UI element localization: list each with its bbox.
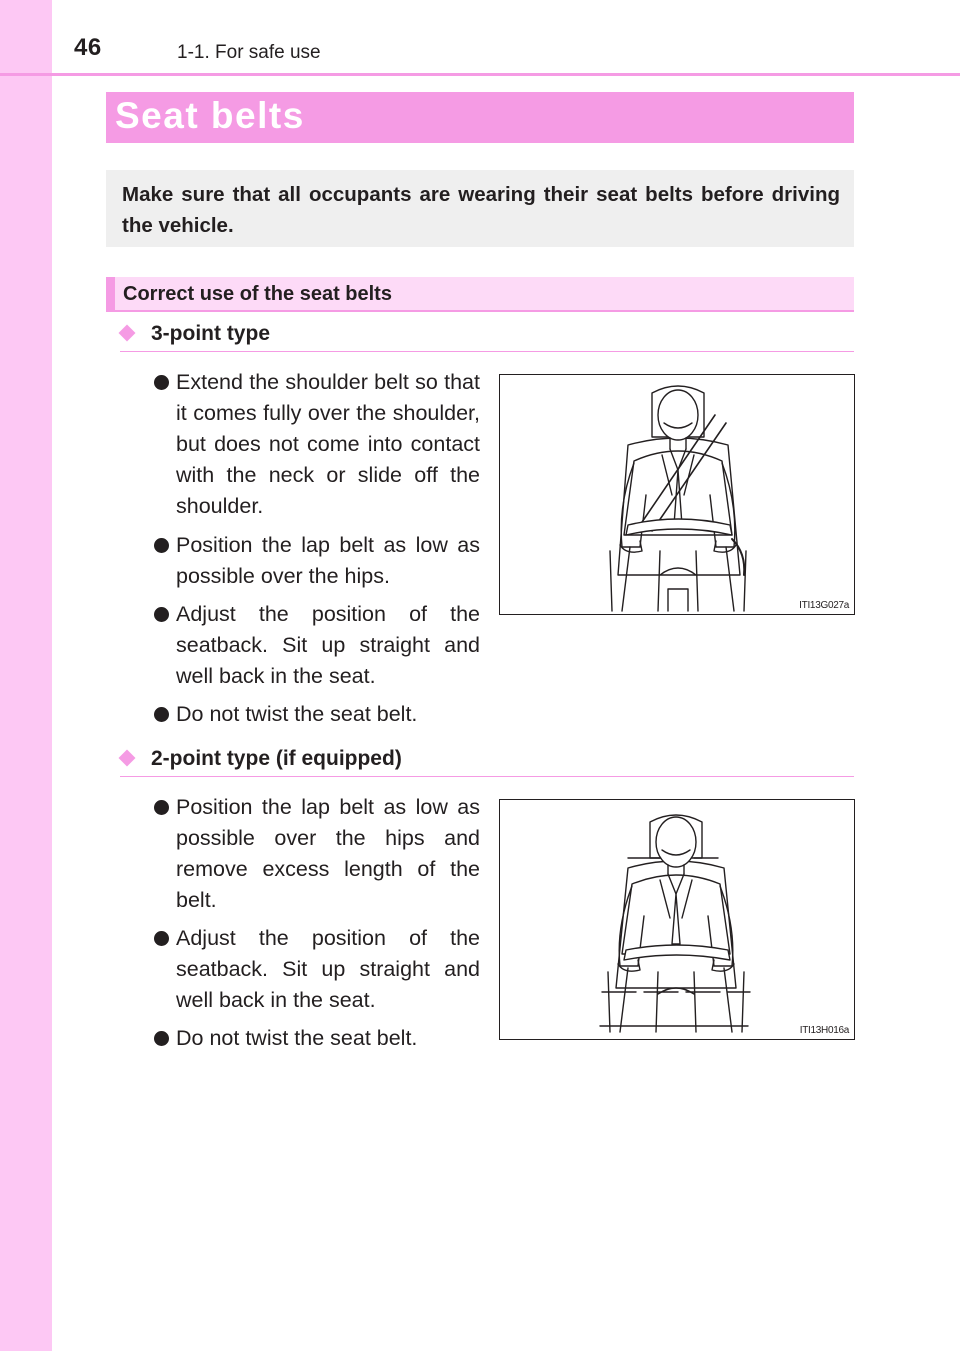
title-bar (106, 92, 854, 143)
subheading-marker (106, 277, 115, 312)
bullet-dot-icon (154, 538, 169, 553)
diamond-icon (119, 750, 136, 767)
bullet-text: Do not twist the seat belt. (176, 702, 418, 726)
list-item (152, 699, 480, 730)
list-item (152, 367, 480, 522)
bullet-dot-icon (154, 800, 169, 815)
figure-code: ITI13G027a (799, 600, 849, 611)
seated-person-shoulder-belt-drawing (500, 375, 854, 614)
list-item (152, 923, 480, 1016)
list-item (152, 792, 480, 916)
header-rule (0, 73, 960, 76)
bullet-dot-icon (154, 707, 169, 722)
bullet-text: Extend the shoulder belt so that it comes fully over the shoulder, but does not come into contact with the neck or slide off the shoulder. (176, 370, 480, 518)
diamond-icon (119, 325, 136, 342)
bullet-text: Position the lap belt as low as possible over the hips. (176, 533, 480, 588)
three-point-heading (120, 323, 854, 352)
section-reference: 1-1. For safe use (177, 42, 321, 63)
list-item (152, 530, 480, 592)
seated-person-lap-belt-drawing (500, 800, 854, 1039)
subheading-text: Correct use of the seat belts (123, 283, 392, 305)
two-point-belt-illustration (499, 799, 855, 1040)
list-item (152, 599, 480, 692)
bullet-text: Adjust the position of the seatback. Sit up straight and well back in the seat. (176, 602, 480, 688)
two-point-heading-text: 2-point type (if equipped) (151, 747, 402, 770)
bullet-dot-icon (154, 607, 169, 622)
three-point-heading-text: 3-point type (151, 322, 270, 345)
side-tab-band (0, 0, 52, 1351)
two-point-heading (120, 748, 854, 777)
bullet-text: Do not twist the seat belt. (176, 1026, 418, 1050)
subheading-bar (106, 277, 854, 312)
bullet-dot-icon (154, 1031, 169, 1046)
bullet-text: Adjust the position of the seatback. Sit up straight and well back in the seat. (176, 926, 480, 1012)
three-point-belt-illustration (499, 374, 855, 615)
page-number: 46 (74, 34, 102, 61)
page-title: Seat belts (115, 95, 305, 136)
figure-code: ITI13H016a (799, 1025, 849, 1036)
list-item (152, 1023, 480, 1054)
bullet-dot-icon (154, 931, 169, 946)
intro-text: Make sure that all occupants are wearing their seat belts before driving the vehicle. (122, 183, 840, 237)
bullet-dot-icon (154, 375, 169, 390)
bullet-text: Position the lap belt as low as possible over the hips and remove excess length of the belt. (176, 795, 480, 912)
intro-box (106, 170, 854, 247)
